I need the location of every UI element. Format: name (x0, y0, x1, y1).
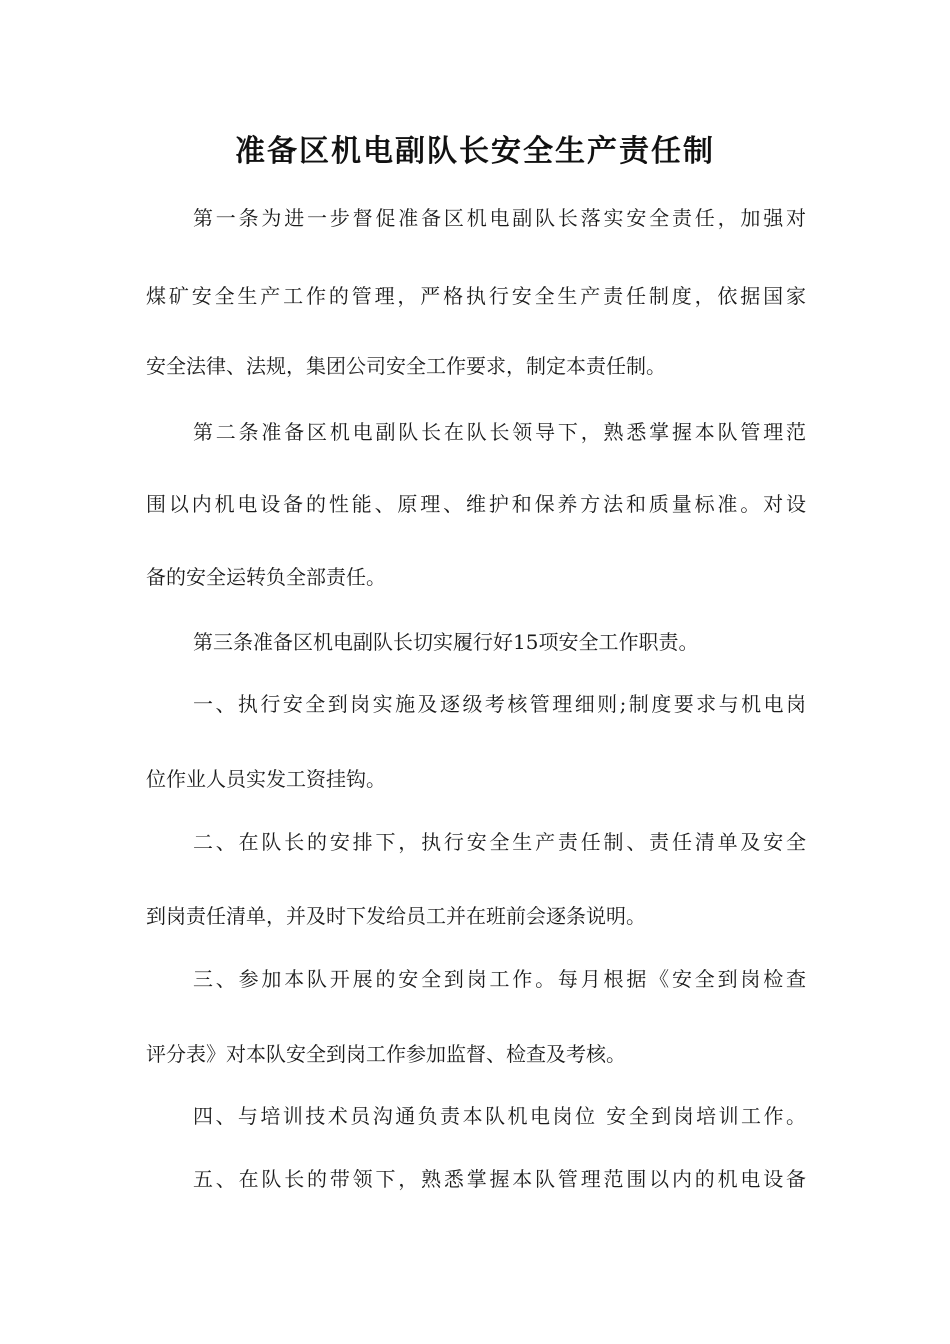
article-2-line-2: 围以内机电设备的性能、原理、维护和保养方法和质量标准。对设 (146, 492, 806, 516)
duty-5-line-1: 五、在队长的带领下，熟悉掌握本队管理范围以内的机电设备 (193, 1167, 806, 1191)
duty-1-line-1: 一、执行安全到岗实施及逐级考核管理细则;制度要求与机电岗 (193, 692, 806, 716)
article-1-line-1: 第一条为进一步督促准备区机电副队长落实安全责任，加强对 (193, 206, 806, 230)
article-3-line-1: 第三条准备区机电副队长切实履行好15项安全工作职责。 (193, 630, 699, 654)
duty-2-line-1: 二、在队长的安排下，执行安全生产责任制、责任清单及安全 (193, 830, 806, 854)
duty-4-line-1: 四、与培训技术员沟通负责本队机电岗位 安全到岗培训工作。 (193, 1104, 806, 1128)
duty-3-line-1: 三、参加本队开展的安全到岗工作。每月根据《安全到岗检查 (193, 967, 806, 991)
duty-2-line-2: 到岗责任清单，并及时下发给员工并在班前会逐条说明。 (146, 904, 646, 928)
article-2-line-3: 备的安全运转负全部责任。 (146, 565, 386, 589)
document-title: 准备区机电副队长安全生产责任制 (235, 134, 715, 169)
duty-1-line-2: 位作业人员实发工资挂钩。 (146, 767, 386, 791)
duty-3-line-2: 评分表》对本队安全到岗工作参加监督、检查及考核。 (146, 1042, 626, 1066)
article-1-line-2: 煤矿安全生产工作的管理，严格执行安全生产责任制度，依据国家 (146, 284, 806, 308)
article-2-line-1: 第二条准备区机电副队长在队长领导下，熟悉掌握本队管理范 (193, 420, 806, 444)
article-1-line-3: 安全法律、法规，集团公司安全工作要求，制定本责任制。 (146, 354, 666, 378)
